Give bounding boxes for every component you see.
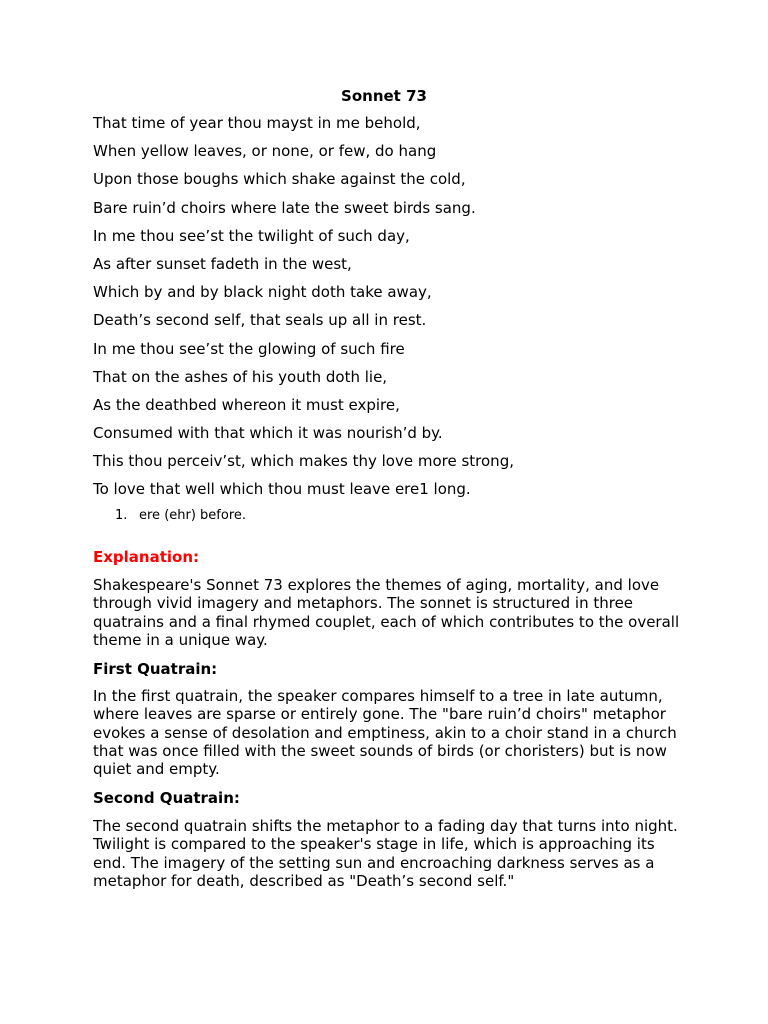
second-quatrain-section [93,788,693,808]
poem-line: When yellow leaves, or none, or few, do hang [93,142,437,161]
poem-line: As the deathbed whereon it must expire, [93,395,400,414]
first-quatrain-text-section [93,687,693,778]
poem-line: In me thou see’st the twilight of such day, [93,226,410,245]
poem-line: That on the ashes of his youth doth lie, [93,367,388,386]
second-quatrain-text-section [93,817,693,890]
poem-title: Sonnet 73 [341,87,427,105]
poem-line: To love that well which thou must leave ere1 long. [93,480,471,499]
first-quatrain-text: In the first quatrain, the speaker compares himself to a tree in late autumn, where leaves are sparse or entirely gone. The "bare ruin’d choirs" metaphor evokes a sense of desolation and emptiness, akin to a choir stand in a church that was once filled with the sweet sounds of birds (or choristers) but is now quiet and empty. [93,687,677,779]
footnote-number: 1. [115,508,128,523]
explanation-intro: Shakespeare's Sonnet 73 explores the themes of aging, mortality, and love through vivid imagery and metaphors. The sonnet is structured in three quatrains and a final rhymed couplet, each of which contributes to the overall theme in a unique way. [93,576,680,649]
poem-line: Bare ruin’d choirs where late the sweet birds sang. [93,198,476,217]
explanation-heading: Explanation: [93,548,200,566]
poem-lines [93,113,514,508]
footnote [115,507,246,525]
poem-line: That time of year thou mayst in me behold, [93,114,421,132]
poem-line: In me thou see’st the glowing of such fire [93,339,405,358]
first-quatrain-heading: First Quatrain: [93,660,218,678]
first-quatrain-section [93,659,693,679]
poem-line: Which by and by black night doth take away, [93,283,432,302]
second-quatrain-heading: Second Quatrain: [93,789,240,807]
poem-line: Death’s second self, that seals up all in rest. [93,311,427,330]
second-quatrain-text: The second quatrain shifts the metaphor to a fading day that turns into night. Twilight is compared to the speaker's stage in life, which is approaching its end. The imagery of the setting sun and encroaching darkness serves as a metaphor for death, described as "Death’s second self." [93,817,678,890]
poem-line: This thou perceiv’st, which makes thy love more strong, [93,452,514,471]
explanation-section [93,547,693,567]
explanation-intro-section [93,576,693,649]
poem-line: Consumed with that which it was nourish’d by. [93,424,443,443]
footnote-text: ere (ehr) before. [139,508,247,523]
poem-line: Upon those boughs which shake against the cold, [93,170,466,189]
poem-line: As after sunset fadeth in the west, [93,254,352,273]
